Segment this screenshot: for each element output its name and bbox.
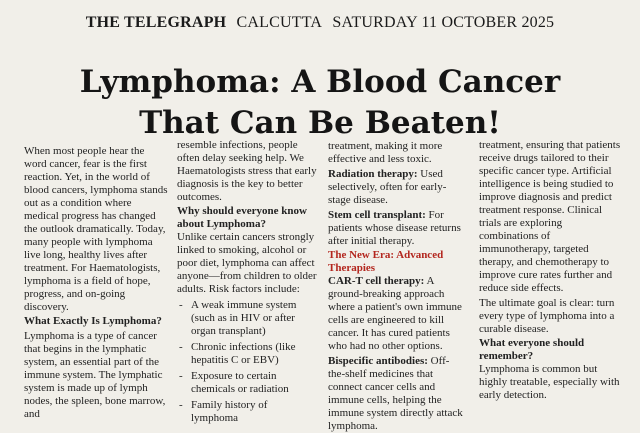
issue-date: SATURDAY 11 OCTOBER 2025 (332, 14, 555, 31)
radiation-therapy-label: Radiation therapy: (328, 168, 418, 180)
headline-line-2: That Can Be Beaten! (139, 105, 501, 141)
section-heading-what-is-lymphoma: What Exactly Is Lymphoma? (24, 315, 162, 327)
column-3 (328, 140, 465, 433)
headline-line-1: Lymphoma: A Blood Cancer (79, 64, 561, 100)
stem-cell-label: Stem cell transplant: (328, 209, 426, 221)
column-1 (24, 145, 168, 421)
car-t-paragraph (328, 275, 465, 353)
personalised-treatment-paragraph: treatment, ensuring that patients receive drugs tailored to their specific cancer type. Artificial intelligence is being studied to improve diagnosis and predict treatment response. Clinical trials are exploring combinations of immunotherapy, targeted therapy, and chemotherapy to improve cure rates further and reduce side effects. (479, 139, 621, 294)
risk-factor-list (177, 299, 317, 425)
intro-paragraph: When most people hear the word cancer, fear is the first reaction. Yet, in the world of blood cancers, lymphoma stands out as a condition where medical progress has changed the outlook dramatically. Today, many people with lymphoma live long, healthy lives after treatment. For Haematologists, lymphoma is a field of hope, progress, and on-going discovery. (24, 145, 168, 313)
section-heading-remember: What everyone should remember? (479, 337, 585, 362)
car-t-text: A ground-breaking approach where a patient's own immune cells are engineered to kill cancer. It has cured patients who had no other options. (328, 275, 462, 352)
section-heading-why-know: Why should everyone know about Lymphoma? (177, 205, 307, 230)
bispecific-text: Off-the-shelf medicines that connect cancer cells and immune cells, helping the immune system directly attack lymphoma. (328, 355, 463, 432)
section-heading-new-era: The New Era: Advanced Therapies (328, 249, 444, 274)
list-item: - Chronic infections (like hepatitis C or EBV) (177, 341, 317, 367)
masthead (0, 14, 640, 32)
risk-intro-paragraph: Unlike certain cancers strongly linked to smoking, alcohol or poor diet, lymphoma can affect anyone—from children to older adults. Risk factors include: (177, 231, 317, 295)
list-item: - Exposure to certain chemicals or radiation (177, 370, 317, 396)
bispecific-label: Bispecific antibodies: (328, 355, 428, 367)
stem-cell-paragraph (328, 209, 465, 248)
delay-paragraph: resemble infections, people often delay seeking help. We Haematologists stress that early diagnosis is the key to better outcomes. (177, 139, 317, 203)
edition-city: CALCUTTA (236, 14, 323, 31)
remember-paragraph: Lymphoma is common but highly treatable, especially with early detection. (479, 363, 620, 401)
definition-paragraph: Lymphoma is a type of cancer that begins in the lymphatic system, an essential part of the immune system. The lymphatic system is made up of lymph nodes, the spleen, bone marrow, and (24, 330, 166, 420)
list-item: - A weak immune system (such as in HIV or after organ transplant) (177, 299, 317, 338)
treatment-paragraph: treatment, making it more effective and less toxic. (328, 140, 443, 165)
radiation-therapy-paragraph (328, 168, 465, 207)
car-t-label: CAR-T cell therapy: (328, 275, 425, 287)
stem-cell-text: For patients whose disease returns after initial therapy. (328, 209, 461, 247)
radiation-therapy-text: Used selectively, often for early-stage disease. (328, 168, 447, 206)
publication-name: THE TELEGRAPH (85, 14, 227, 31)
column-4 (479, 139, 621, 402)
column-2 (177, 139, 317, 425)
list-item: - Family history of lymphoma (177, 399, 317, 425)
article-headline (0, 62, 640, 144)
ultimate-goal-paragraph: The ultimate goal is clear: turn every type of lymphoma into a curable disease. (479, 297, 615, 335)
bispecific-paragraph (328, 355, 465, 433)
